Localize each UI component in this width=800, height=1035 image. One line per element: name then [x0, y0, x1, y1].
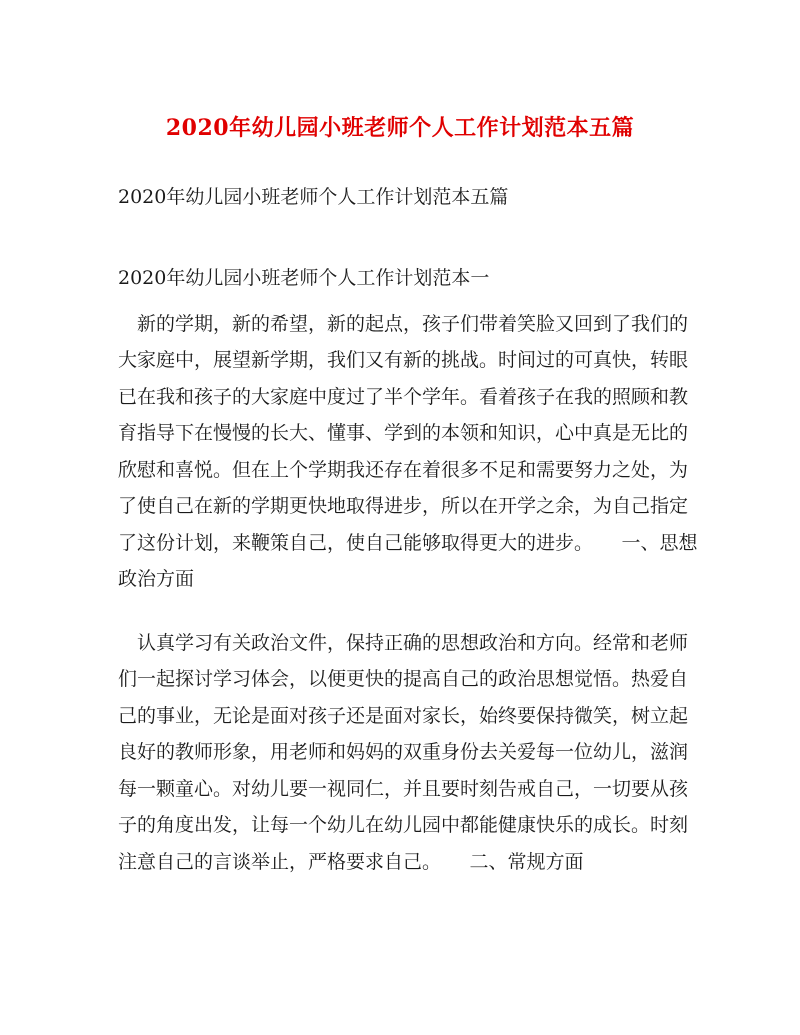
body-line: 大家庭中，展望新学期，我们又有新的挑战。时间过的可真快，转眼 — [118, 349, 689, 371]
body-line: 认真学习有关政治文件，保持正确的思想政治和方向。经常和老师 — [118, 632, 689, 654]
body-line: 已在我和孩子的大家庭中度过了半个学年。看着孩子在我的照顾和教 — [118, 386, 689, 408]
document-subtitle: 2020年幼儿园小班老师个人工作计划范本五篇 — [118, 186, 509, 208]
body-line: 政治方面 — [118, 568, 195, 590]
body-line: 育指导下在慢慢的长大、懂事、学到的本领和知识，心中真是无比的 — [118, 422, 689, 444]
body-line: 新的学期，新的希望，新的起点，孩子们带着笑脸又回到了我们的 — [118, 313, 689, 335]
document-title: 2020年幼儿园小班老师个人工作计划范本五篇 — [165, 115, 635, 141]
body-line: 了使自己在新的学期更快地取得进步，所以在开学之余，为自己指定 — [118, 495, 689, 517]
body-line: 注意自己的言谈举止，严格要求自己。 二、常规方面 — [118, 851, 584, 873]
section-heading: 2020年幼儿园小班老师个人工作计划范本一 — [118, 267, 490, 289]
body-line: 每一颗童心。对幼儿要一视同仁，并且要时刻告戒自己，一切要从孩 — [118, 778, 689, 800]
body-line: 子的角度出发，让每一个幼儿在幼儿园中都能健康快乐的成长。时刻 — [118, 814, 689, 836]
body-line: 良好的教师形象，用老师和妈妈的双重身份去关爱每一位幼儿，滋润 — [118, 741, 689, 763]
body-line: 们一起探讨学习体会，以便更快的提高自己的政治思想觉悟。热爱自 — [118, 668, 689, 690]
body-line: 欣慰和喜悦。但在上个学期我还存在着很多不足和需要努力之处，为 — [118, 459, 689, 481]
body-line: 己的事业，无论是面对孩子还是面对家长，始终要保持微笑，树立起 — [118, 705, 689, 727]
body-line: 了这份计划，来鞭策自己，使自己能够取得更大的进步。 一、思想 — [118, 532, 698, 554]
